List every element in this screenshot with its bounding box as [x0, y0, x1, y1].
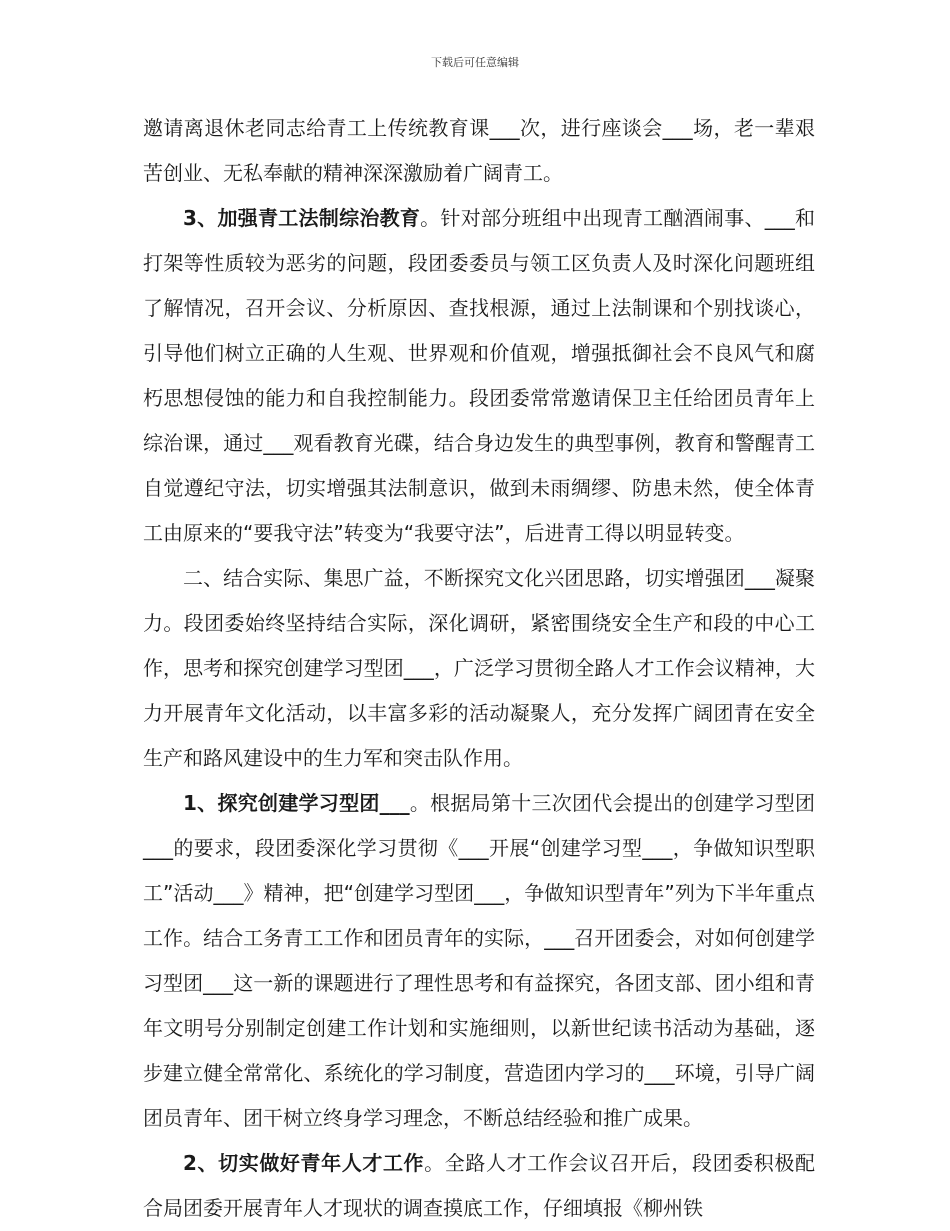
- header-note: 下载后可任意编辑: [431, 56, 519, 69]
- paragraph-continuation: [143, 106, 815, 196]
- paragraph-text: 邀请离退休老同志给青工上传统教育课___次，进行座谈会___场，老一辈艰苦创业、无私奉献的精神深深激励着广阔青工。: [143, 116, 815, 185]
- paragraph-text: 二、结合实际、集思广益，不断探究文化兴团思路，切实增强团___凝聚力。段团委始终坚持结合实际，深化调研，紧密围绕安全生产和段的中心工作，思考和探究创建学习型团___，广泛学习贯彻全路人才工作会议精神，大力开展青年文化活动，以丰富多彩的活动凝聚人，充分发挥广阔团青在安全生产和路风建设中的生力军和突击队作用。: [143, 566, 815, 770]
- paragraph-text: 。根据局第十三次团代会提出的创建学习型团___的要求，段团委深化学习贯彻《___开展“创建学习型___，争做知识型职工”活动___》精神，把“创建学习型团___，争做知识型青年”列为下半年重点工作。结合工务青工工作和团员青年的实际，___召开团委会，对如何创建学习型团___这一新的课题进行了理性思考和有益探究，各团支部、团小组和青年文明号分别制定创建工作计划和实施细则，以新世纪读书活动为基础，逐步建立健全常常化、系统化的学习制度，营造团内学习的___环境，引导广阔团员青年、团干树立终身学习理念，不断总结经验和推广成果。: [143, 791, 815, 1130]
- paragraph-section-two: [143, 556, 815, 781]
- paragraph-text: 。全路人才工作会议召开后，段团委积极配合局团委开展青年人才现状的调查摸底工作，仔细填报《柳州铁: [143, 1151, 816, 1220]
- paragraph-talent-work: [143, 1141, 815, 1231]
- paragraph-text: 。针对部分班组中出现青工酗酒闹事、___和打架等性质较为恶劣的问题，段团委委员与领工区负责人及时深化问题班组了解情况，召开会议、分析原因、查找根源，通过上法制课和个别找谈心，引导他们树立正确的人生观、世界观和价值观，增强抵御社会不良风气和腐朽思想侵蚀的能力和自我控制能力。段团委常常邀请保卫主任给团员青年上综治课，通过___观看教育光碟，结合身边发生的典型事例，教育和警醒青工自觉遵纪守法，切实增强其法制意识，做到未雨绸缪、防患未然，使全体青工由原来的“要我守法”转变为“我要守法”，后进青工得以明显转变。: [143, 206, 816, 545]
- paragraph-learning-group: [143, 781, 815, 1141]
- paragraph-lead: 3、加强青工法制综治教育: [183, 206, 421, 230]
- paragraph-law-education: [143, 196, 815, 556]
- document-body: [143, 106, 815, 1231]
- paragraph-lead: 2、切实做好青年人才工作: [183, 1151, 425, 1175]
- paragraph-lead: 1、探究创建学习型团___: [183, 791, 410, 815]
